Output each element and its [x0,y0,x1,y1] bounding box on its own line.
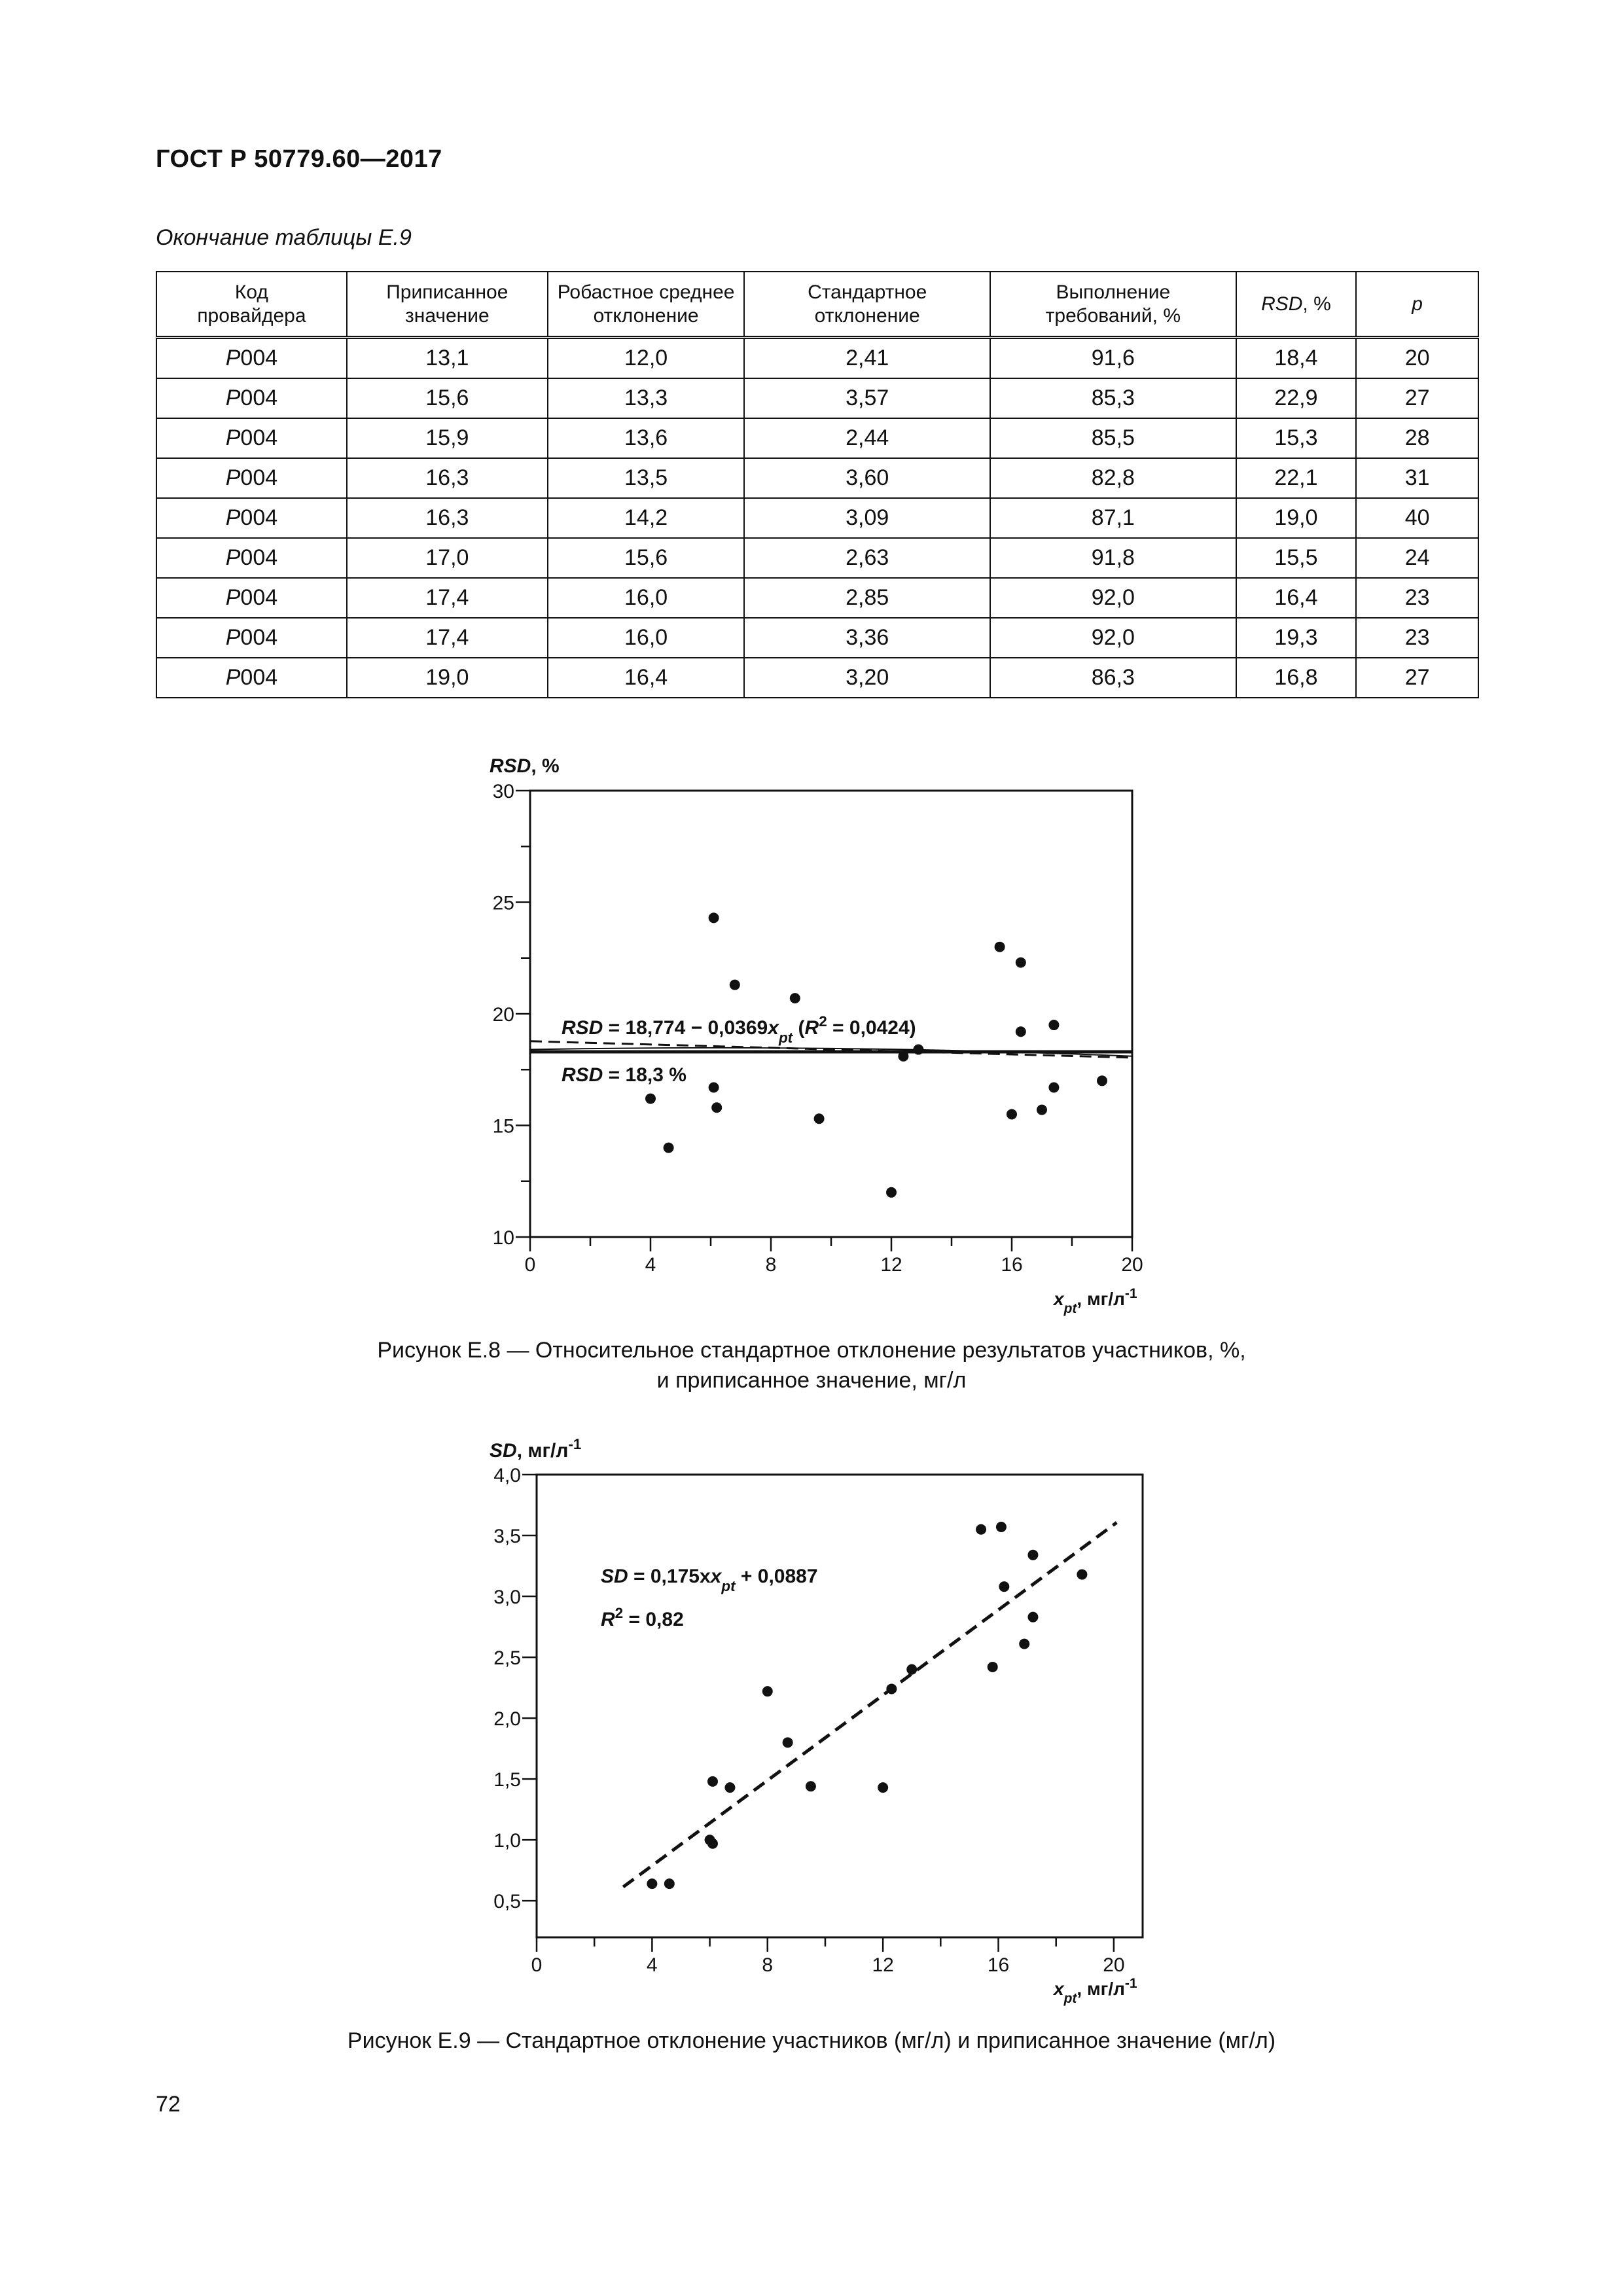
chart2-xtick-label: 4 [647,1954,658,1976]
chart1-ytick-label: 25 [492,892,514,914]
table-header-line: Стандартное [808,281,927,303]
table-cell: 87,1 [990,498,1236,538]
chart2-ytick-label: 0,5 [493,1891,521,1913]
chart1-point [1048,1020,1059,1030]
page-number: 72 [156,2092,181,2117]
table-cell: P004 [156,618,347,658]
table-cell: P004 [156,418,347,458]
table-cell: 14,2 [548,498,745,538]
table-cell: P004 [156,498,347,538]
chart1-point [709,1083,719,1093]
table-header-line: Приписанное [386,281,508,303]
chart1-point [898,1051,908,1062]
chart1-y-axis-label: RSD, % [490,755,560,777]
table-cell: 15,9 [347,418,548,458]
chart1-ytick-label: 20 [492,1004,514,1026]
chart1-point [995,942,1005,952]
table-header-line: Выполнение [1056,281,1171,303]
chart2-point [724,1782,735,1793]
table-cell: 82,8 [990,458,1236,498]
table-cell: 15,6 [347,378,548,418]
table-cell: 13,6 [548,418,745,458]
chart1-point [711,1102,722,1113]
table-cell: 23 [1356,578,1478,618]
table-cell: P004 [156,658,347,698]
table-cell: 16,4 [548,658,745,698]
table-cell: 23 [1356,618,1478,658]
table-cell: 19,0 [347,658,548,698]
chart1-point [1007,1109,1017,1119]
table-cell: 2,44 [744,418,990,458]
table-cell: 16,3 [347,458,548,498]
chart2-ytick-label: 2,0 [493,1708,521,1731]
chart1-regression-line [530,1041,1132,1058]
table-cell: 92,0 [990,578,1236,618]
chart1-point [790,993,800,1003]
chart1-xtick-label: 4 [645,1254,656,1276]
figure-e9-caption [0,2026,1623,2056]
chart2-point [1027,1550,1038,1560]
table-cell: 12,0 [548,338,745,379]
table-cell: P004 [156,378,347,418]
chart1-point [645,1094,656,1104]
table-cell: 85,5 [990,418,1236,458]
table-cell: 13,5 [548,458,745,498]
table-cell: 3,36 [744,618,990,658]
chart2-xtick-label: 20 [1103,1954,1125,1976]
table-header-line: требований, % [1045,304,1181,327]
chart1-mean-label: RSD = 18,3 % [562,1064,687,1086]
table-cell: 16,3 [347,498,548,538]
table-cell: 19,0 [1236,498,1357,538]
chart1-frame [530,791,1132,1237]
chart2-y-axis-label: SD, $мг/л^{-1}$ [490,1435,582,1462]
figure-e8-caption-line1: Рисунок Е.8 — Относительное стандартное отклонение результатов участников, %, [377,1338,1246,1363]
document-header: ГОСТ Р 50779.60—2017 [156,145,442,173]
table-header-line: провайдера [197,304,306,327]
table-cell: 27 [1356,658,1478,698]
chart2-point [906,1664,917,1675]
chart1-ytick-label: 15 [492,1115,514,1138]
chart2-xtick-label: 0 [531,1954,543,1976]
table-cell: 31 [1356,458,1478,498]
chart2-point [1077,1570,1087,1580]
chart1-point [1048,1083,1059,1093]
table-cell: 85,3 [990,378,1236,418]
chart2-point [976,1524,986,1535]
table-cell: 3,09 [744,498,990,538]
table-cell: 22,1 [1236,458,1357,498]
table-header-line: Код [234,281,268,303]
chart2-point [1027,1612,1038,1623]
chart2-ytick-label: 1,5 [493,1769,521,1791]
chart1-point [814,1113,825,1124]
chart1-x-axis-label: $x_{pt}$, $мг/л^{-1}$ [1054,1285,1137,1316]
table-cell: 17,4 [347,578,548,618]
figure-e9-caption-line1: Рисунок Е.9 — Стандартное отклонение участников (мг/л) и приписанное значение (мг/л) [347,2028,1276,2053]
chart2-point [886,1683,897,1694]
chart2-ytick-label: 2,5 [493,1647,521,1670]
table-header-line: отклонение [593,304,699,327]
chart1-xtick-label: 12 [880,1254,902,1276]
chart2-point [806,1781,816,1791]
chart2-point [664,1878,675,1889]
figure-e8-caption [0,1335,1623,1395]
chart1-xtick-label: 0 [524,1254,536,1276]
chart2-xtick-label: 12 [872,1954,894,1976]
figure-e8-caption-line2: и приписанное значение, мг/л [656,1368,967,1393]
table-cell: 19,3 [1236,618,1357,658]
chart2-point [1019,1639,1029,1649]
chart1-point [730,980,740,990]
chart2-point [999,1581,1009,1592]
table-header-line: RSD, % [1261,293,1331,315]
table-cell: 15,5 [1236,538,1357,578]
chart1-point [1016,1026,1026,1037]
table-cell: P004 [156,538,347,578]
table-cell: 17,0 [347,538,548,578]
table-cell: 17,4 [347,618,548,658]
chart2-ytick-label: 4,0 [493,1465,521,1486]
chart1-point [664,1143,674,1153]
table-cell: 91,6 [990,338,1236,379]
chart2-ytick-label: 3,5 [493,1526,521,1548]
table-header-line: значение [405,304,490,327]
table-cell: 22,9 [1236,378,1357,418]
chart1-point [1016,958,1026,968]
chart2-xtick-label: 8 [762,1954,774,1976]
chart1-xtick-label: 16 [1001,1254,1023,1276]
chart1-point [886,1187,897,1198]
table-cell: 2,63 [744,538,990,578]
table-cell: 13,3 [548,378,745,418]
chart1-xtick-label: 8 [765,1254,777,1276]
table-header-line: p [1412,293,1423,315]
chart2-point [647,1878,657,1889]
table-cell: 15,6 [548,538,745,578]
chart2-point [707,1776,718,1787]
chart2-frame [537,1475,1143,1937]
chart1-point [1037,1105,1047,1115]
table-cell: 86,3 [990,658,1236,698]
chart1-point [709,912,719,923]
table-cell: 3,20 [744,658,990,698]
table-header-line: отклонение [814,304,920,327]
chart1-point [913,1045,923,1055]
table-cell: 92,0 [990,618,1236,658]
chart2-point [762,1686,773,1696]
chart2-x-axis-label: $x_{pt}$, $мг/л^{-1}$ [1054,1975,1137,2006]
table-cell: 13,1 [347,338,548,379]
table-cell: 16,4 [1236,578,1357,618]
table-cell: 20 [1356,338,1478,379]
chart2-point [707,1839,718,1849]
table-cell: P004 [156,578,347,618]
chart1-ytick-label: 30 [492,781,514,802]
table-cell: 16,0 [548,578,745,618]
table-cell: 91,8 [990,538,1236,578]
chart1-ytick-label: 10 [492,1227,514,1249]
table-cell: 27 [1356,378,1478,418]
table-cell: P004 [156,458,347,498]
chart2-r2-label: $R^2 = 0,82$ [601,1604,684,1630]
table-cell: 2,41 [744,338,990,379]
table-cell: 3,57 [744,378,990,418]
table-header-line: Робастное среднее [557,281,735,303]
chart1-regression-label: RSD = $18,774 - 0,0369x_{pt}$ $(R^2 = 0,0424)$ [562,1013,916,1046]
table-cell: 16,8 [1236,658,1357,698]
table-cell: 16,0 [548,618,745,658]
table-caption: Окончание таблицы Е.9 [156,225,412,250]
table-cell: 28 [1356,418,1478,458]
chart2-point [996,1522,1007,1532]
table-cell: 15,3 [1236,418,1357,458]
table-cell: 40 [1356,498,1478,538]
chart2-ytick-label: 1,0 [493,1830,521,1852]
chart2-point [878,1782,888,1793]
chart2-xtick-label: 16 [987,1954,1010,1976]
table-cell: P004 [156,338,347,379]
chart2-ytick-label: 3,0 [493,1587,521,1609]
chart2-equation-label: SD = $0,175xx_{pt} + 0,0887$ [601,1566,818,1594]
table-cell: 2,85 [744,578,990,618]
chart1-point [1097,1075,1107,1086]
table-cell: 3,60 [744,458,990,498]
chart2-point [783,1737,793,1748]
chart2-point [988,1662,998,1672]
table-cell: 24 [1356,538,1478,578]
table-cell: 18,4 [1236,338,1357,379]
chart1-xtick-label: 20 [1121,1254,1143,1276]
